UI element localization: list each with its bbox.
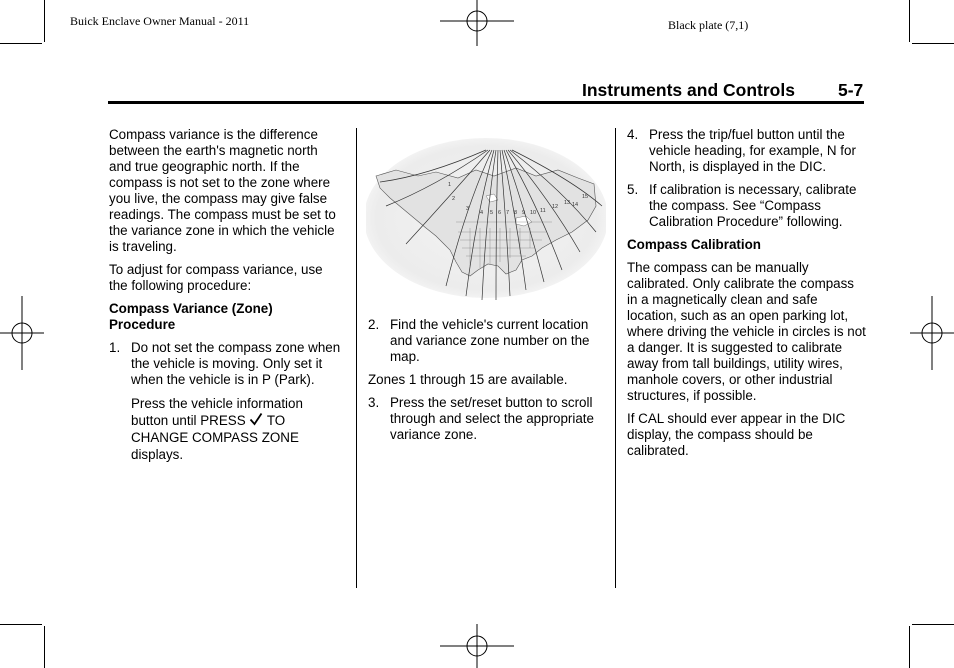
column-divider-1 bbox=[356, 128, 357, 588]
zone-label: 15 bbox=[582, 194, 589, 200]
zone-label: 6 bbox=[498, 210, 502, 216]
zone-label: 5 bbox=[490, 210, 494, 216]
section-title: Instruments and Controls bbox=[582, 80, 795, 100]
step-1-detail bbox=[131, 395, 341, 463]
step-text: Do not set the compass zone when the vehicle is moving. Only set it when the vehicle is in P (Park). bbox=[131, 340, 341, 387]
calibration-heading: Compass Calibration bbox=[627, 237, 761, 252]
column-1 bbox=[109, 127, 341, 470]
step-number: 2. bbox=[368, 317, 380, 332]
zone-label: 11 bbox=[540, 208, 546, 214]
registration-mark-left bbox=[0, 296, 44, 370]
zone-label: 4 bbox=[480, 210, 484, 216]
column-3 bbox=[627, 127, 867, 466]
step-number: 1. bbox=[109, 340, 121, 355]
step-text: Press the trip/fuel button until the vehicle heading, for example, N for North, is displayed in the DIC. bbox=[649, 127, 856, 174]
checkmark-icon bbox=[249, 412, 263, 426]
page-number: 5-7 bbox=[838, 80, 864, 100]
step-text: Find the vehicle's current location and variance zone number on the map. bbox=[390, 317, 590, 364]
zone-label: 8 bbox=[514, 210, 518, 216]
step-5 bbox=[627, 182, 867, 230]
registration-mark-top bbox=[440, 0, 514, 48]
step-detail-text: TO CHANGE COMPASS ZONE displays. bbox=[131, 413, 299, 462]
step-number: 3. bbox=[368, 395, 380, 410]
zone-label: 14 bbox=[572, 202, 579, 208]
procedure-heading: Compass Variance (Zone) Procedure bbox=[109, 301, 273, 332]
manual-title: Buick Enclave Owner Manual - 2011 bbox=[70, 14, 250, 28]
step-2-detail: Zones 1 through 15 are available. bbox=[368, 372, 568, 387]
step-4 bbox=[627, 127, 867, 175]
zone-label: 12 bbox=[552, 204, 559, 210]
intro-paragraph: Compass variance is the difference between the earth's magnetic north and true geographic north. If the compass is not set to the zone where you live, the compass may give false readings. The compass must be set to the variance zone in which the vehicle is traveling. bbox=[109, 127, 336, 254]
compass-variance-map bbox=[366, 136, 606, 316]
plate-label: Black plate (7,1) bbox=[668, 18, 749, 32]
zone-label: 10 bbox=[530, 210, 537, 216]
step-2 bbox=[368, 317, 608, 365]
zone-label: 3 bbox=[466, 206, 470, 212]
zone-label: 9 bbox=[522, 210, 526, 216]
adjust-paragraph: To adjust for compass variance, use the following procedure: bbox=[109, 262, 323, 293]
column-divider-2 bbox=[615, 128, 616, 588]
calibration-paragraph: The compass can be manually calibrated. Only calibrate the compass in a magnetically clean and safe location, such as an open parking lot, where driving the vehicle in circles is not a danger. It is suggested to calibrate away from tall buildings, utility wires, manhole covers, or other industrial structures, if possible. bbox=[627, 260, 866, 403]
step-number: 5. bbox=[627, 182, 639, 197]
step-1 bbox=[109, 340, 341, 388]
registration-mark-right bbox=[910, 296, 954, 370]
step-detail-text: Press the vehicle information button until PRESS bbox=[131, 396, 303, 428]
zone-label: 7 bbox=[506, 210, 510, 216]
header-rule bbox=[108, 101, 864, 104]
zone-label: 1 bbox=[448, 182, 452, 188]
zone-label: 13 bbox=[564, 200, 571, 206]
step-text: Press the set/reset button to scroll through and select the appropriate variance zone. bbox=[390, 395, 594, 442]
step-3 bbox=[368, 395, 608, 443]
step-number: 4. bbox=[627, 127, 639, 142]
cal-display-paragraph: If CAL should ever appear in the DIC display, the compass should be calibrated. bbox=[627, 411, 846, 458]
column-2 bbox=[368, 317, 608, 450]
step-text: If calibration is necessary, calibrate the compass. See “Compass Calibration Procedure” following. bbox=[649, 182, 857, 229]
registration-mark-bottom bbox=[440, 624, 514, 668]
zone-label: 2 bbox=[452, 196, 456, 202]
